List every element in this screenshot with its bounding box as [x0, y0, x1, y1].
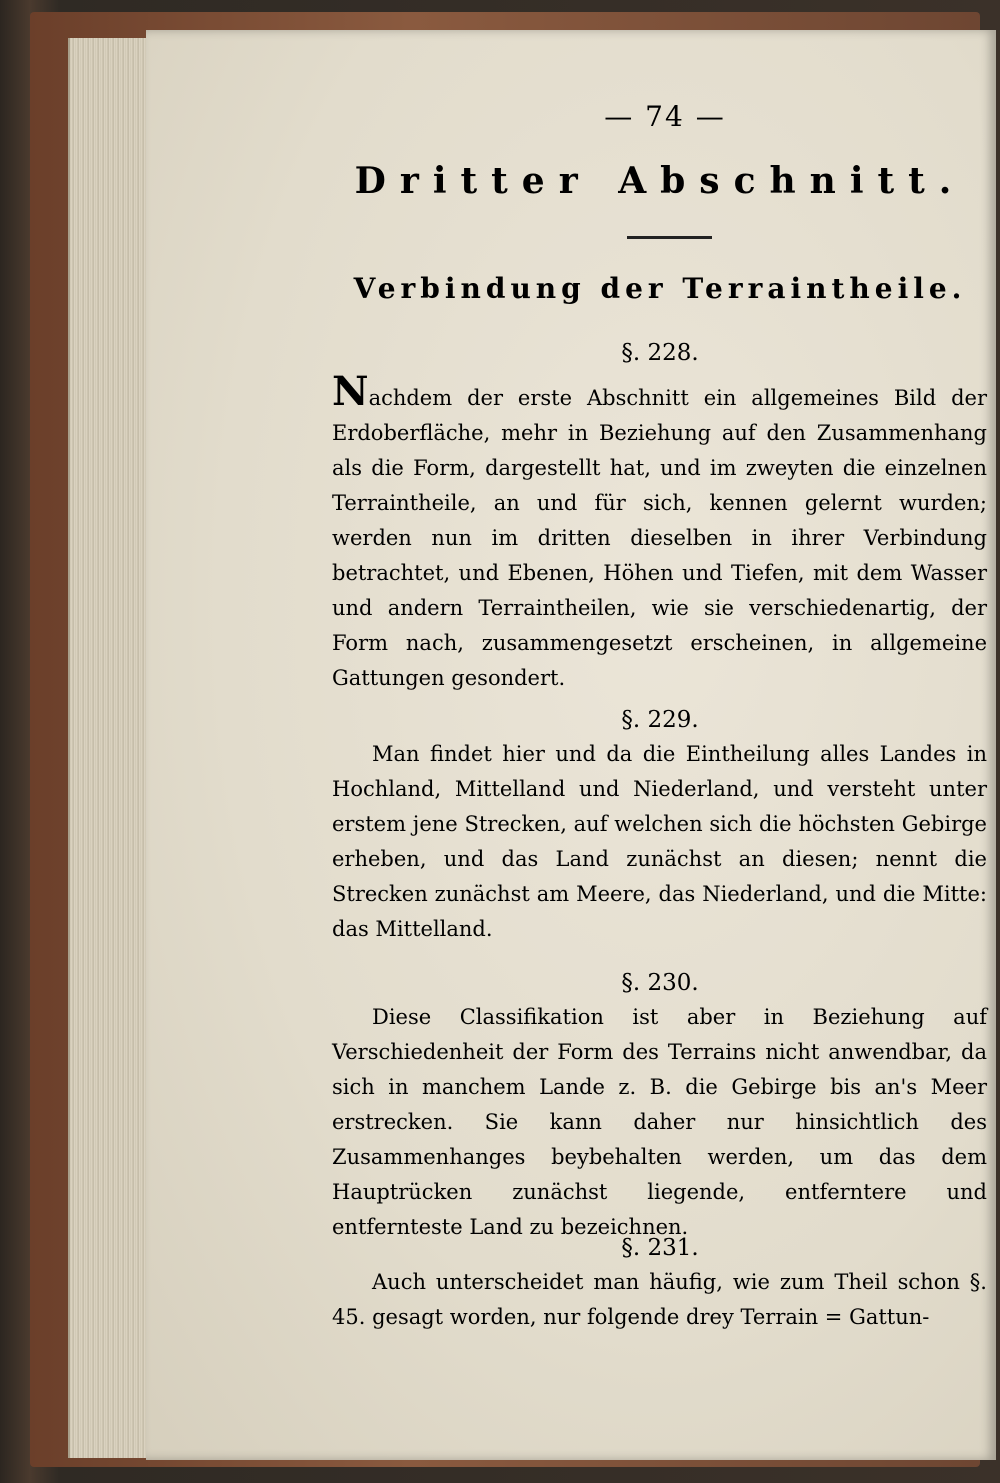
paragraph-228: [332, 368, 987, 696]
paragraph-231: [332, 1265, 987, 1335]
paragraph-228-text: achdem der erste Abschnitt ein allgemeines Bild der Erdoberfläche, mehr in Beziehung auf den Zusammenhang als die Form, dargestellt hat, und im zweyten die einzelnen Terraintheile, an und für sich, kennen gelernt wurden; werden nun im dritten dieselben in ihrer Verbindung betrachtet, und Ebenen, Höhen und Tiefen, mit dem Wasser und andern Terraintheilen, wie sie verschiedenartig, der Form nach, zusammengesetzt erscheinen, in allgemeine Gattungen gesondert.: [332, 386, 987, 690]
paragraph-230-text: Diese Classifikation ist aber in Beziehung auf Verschiedenheit der Form des Terrains nicht anwendbar, da sich in manchem Lande z. B. die Gebirge bis an's Meer erstrecken. Sie kann daher nur hinsichtlich des Zusammenhanges beybehalten werden, um das dem Hauptrücken zunächst liegende, entferntere und entfernteste Land zu bezeichnen.: [332, 1005, 987, 1239]
chapter-heading: Dritter Abschnitt.: [354, 160, 966, 202]
page-number: — 74 —: [604, 100, 726, 133]
section-label-231: §. 231.: [621, 1235, 699, 1261]
section-subheading: Verbindung der Terraintheile.: [353, 272, 967, 305]
paragraph-229: [332, 737, 987, 947]
heading-rule: [627, 236, 712, 239]
paragraph-231-text: Auch unterscheidet man häufig, wie zum Theil schon §. 45. gesagt worden, nur folgende drey Terrain = Gattun-: [332, 1270, 987, 1329]
paragraph-230: [332, 1000, 987, 1245]
paragraph-229-text: Man findet hier und da die Eintheilung alles Landes in Hochland, Mittelland und Niederland, und versteht unter erstem jene Strecken, auf welchen sich die höchsten Gebirge erheben, und das Land zunächst an diesen; nennt die Strecken zunächst am Meere, das Niederland, und die Mitte: das Mittelland.: [332, 742, 987, 941]
section-label-228: §. 228.: [621, 340, 699, 366]
section-label-230: §. 230.: [621, 970, 699, 996]
drop-cap: N: [332, 368, 369, 415]
section-label-229: §. 229.: [621, 707, 699, 733]
